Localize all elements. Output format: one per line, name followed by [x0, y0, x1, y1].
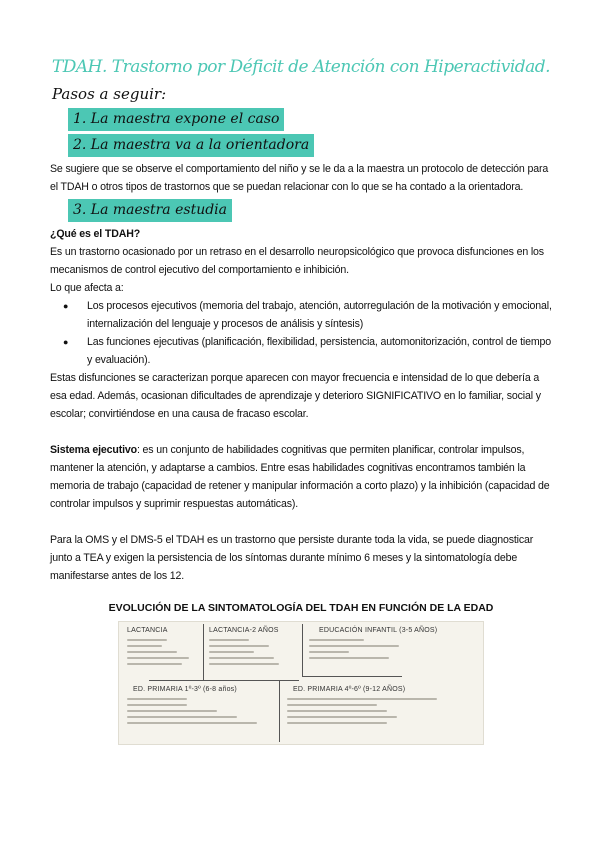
definition-text: Es un trastorno ocasionado por un retraso en el desarrollo neuropsicológico que provoca disfunciones en los mecanismos de control ejecutivo del comportamiento e inhibición.: [50, 246, 544, 276]
document-title: TDAH. Trastorno por Déficit de Atención con Hiperactividad.: [51, 57, 551, 77]
section-lactancia-2: [209, 626, 299, 669]
paragraph-disfunctions: Estas disfunciones se caracterizan porque aparecen con mayor frecuencia e intensidad de lo que debería a esa edad. Además, ocasionan dificultades de aprendizaje y deterioro SIGNIFICATIVO en lo familiar, social y escolar; convirtiéndose en una causa de fracaso escolar.: [50, 372, 541, 420]
section-heading: EDUCACIÓN INFANTIL (3-5 AÑOS): [319, 627, 438, 634]
definition-section: [50, 225, 552, 585]
section-primaria-2: [287, 685, 475, 728]
step-2: 2. La maestra va a la orientadora: [68, 134, 314, 157]
figure-title: EVOLUCIÓN DE LA SINTOMATOLOGÍA DEL TDAH EN FUNCIÓN DE LA EDAD: [108, 602, 494, 614]
section-heading: ED. PRIMARIA 1º-3º (6-8 años): [133, 686, 237, 693]
step-3: 3. La maestra estudia: [68, 199, 232, 222]
section-heading: LACTANCIA: [127, 627, 168, 634]
affects-list: [50, 297, 552, 369]
executive-term: Sistema ejecutivo: [50, 444, 137, 456]
step-1: 1. La maestra expone el caso: [68, 108, 284, 131]
steps-heading: Pasos a seguir:: [52, 85, 167, 103]
section-lactancia: [127, 626, 199, 669]
list-item: ● Las funciones ejecutivas (planificación, flexibilidad, persistencia, automonitorización, control de tiempo y evaluación).: [87, 333, 552, 369]
section-primaria-1: [127, 685, 275, 728]
paragraph-protocol: Se sugiere que se observe el comportamiento del niño y se le da a la maestra un protocolo de detección para el TDAH o otros tipos de trastornos que se puedan relacionar con lo que se ha contado a la orientadora.: [50, 163, 549, 193]
symptoms-figure: [118, 621, 484, 745]
executive-definition: : es un conjunto de habilidades cognitivas que permiten planificar, controlar impulsos, mantener la atención, y adaptarse a cambios. Entre esas habilidades cognitivas encontramos también la memoria de trabajo (capacidad de retener y manipular información a corto plazo) y la inhibición (capacidad de controlar impulsos y suprimir respuestas automáticas).: [50, 444, 550, 510]
affects-label: Lo que afecta a:: [50, 282, 124, 294]
list-item: ● Los procesos ejecutivos (memoria del trabajo, atención, autorregulación de la motivación y emocional, internalización del lenguaje y procesos de análisis y síntesis): [87, 297, 552, 333]
section-heading: LACTANCIA-2 AÑOS: [209, 627, 279, 634]
section-infantil: [309, 626, 479, 663]
question-heading: ¿Qué es el TDAH?: [50, 228, 141, 240]
paragraph-oms: Para la OMS y el DMS-5 el TDAH es un trastorno que persiste durante toda la vida, se puede diagnosticar junto a TEA y exigen la persistencia de los síntomas durante mínimo 6 meses y la sintomatología debe manifestarse antes de los 12.: [50, 534, 534, 582]
section-heading: ED. PRIMARIA 4º-6º (9-12 AÑOS): [293, 686, 406, 693]
paragraph-executive-system: [50, 441, 552, 513]
